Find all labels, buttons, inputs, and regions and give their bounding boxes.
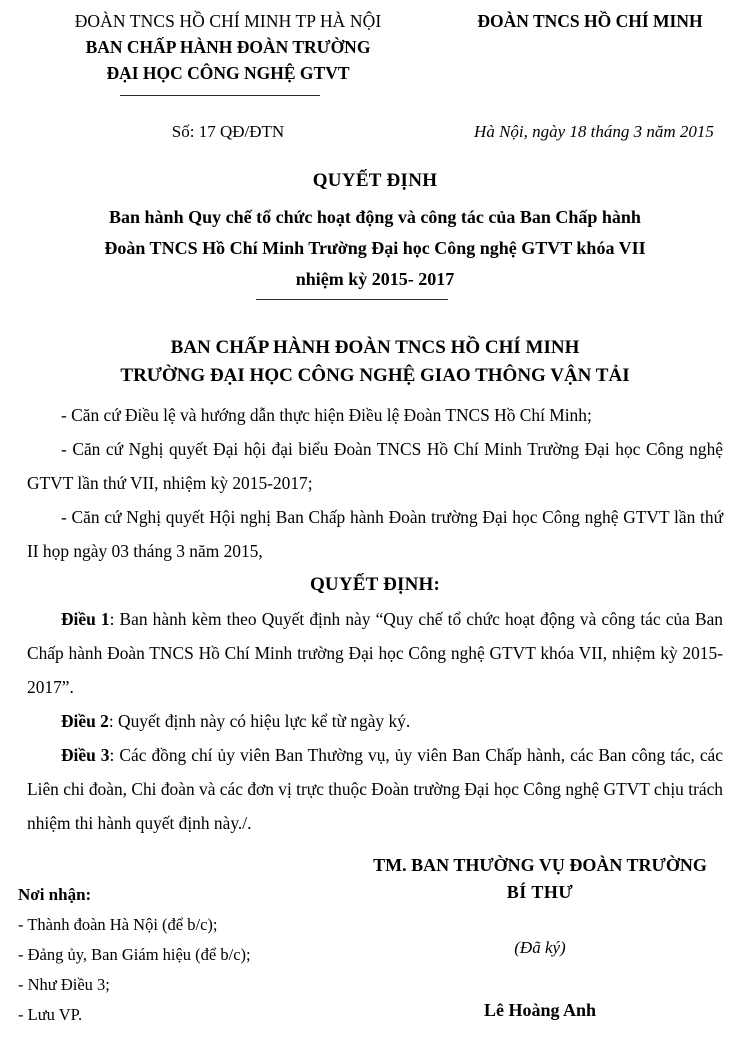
article-2: [27, 704, 723, 738]
page-title: QUYẾT ĐỊNH: [312, 170, 438, 191]
article-2-text: : Quyết định này có hiệu lực kể từ ngày ký.: [108, 711, 411, 731]
national-organization-line-1: ĐOÀN TNCS HỒ CHÍ MINH: [477, 11, 703, 31]
article-1-label: Điều 1: [61, 609, 110, 629]
document-number: Số: 17 QĐ/ĐTN: [171, 122, 285, 141]
article-3-text: : Các đồng chí ủy viên Ban Thường vụ, ủy viên Ban Chấp hành, các Ban công tác, các Liên chi đoàn, Chi đoàn và các đơn vị trực thuộc Đoàn trường Đại học Công nghệ GTVT chịu trách nhiệm thi hành quyết định này./.: [27, 745, 723, 833]
issuing-authority-line-3: ĐẠI HỌC CÔNG NGHỆ GTVT: [106, 63, 350, 83]
document-footer: [0, 852, 750, 1039]
organization-heading-line-1: BAN CHẤP HÀNH ĐOÀN TNCS HỒ CHÍ MINH: [170, 337, 580, 358]
document-subtitle-line-2: Đoàn TNCS Hồ Chí Minh Trường Đại học Công nghệ GTVT khóa VII: [104, 238, 646, 258]
recipients-block: [18, 880, 348, 1030]
article-1-text: : Ban hành kèm theo Quyết định này “Quy chế tổ chức hoạt động và công tác của Ban Chấp hành Đoàn TNCS Hồ Chí Minh trường Đại học Công nghệ GTVT khóa VII, nhiệm kỳ 2015- 2017”.: [27, 609, 723, 697]
legal-basis-3: - Căn cứ Nghị quyết Hội nghị Ban Chấp hành Đoàn trường Đại học Công nghệ GTVT lần thứ II họp ngày 03 tháng 3 năm 2015,: [27, 507, 723, 561]
organization-heading-line-2: TRƯỜNG ĐẠI HỌC CÔNG NGHỆ GIAO THÔNG VẬN TẢI: [120, 365, 630, 386]
signatory-name: Lê Hoàng Anh: [483, 1000, 597, 1020]
signed-note: (Đã ký): [514, 938, 566, 957]
decision-heading: QUYẾT ĐỊNH:: [309, 574, 441, 595]
signature-block: [330, 852, 750, 1022]
document-header: [0, 0, 750, 110]
legal-basis-1: - Căn cứ Điều lệ và hướng dẫn thực hiện Điều lệ Đoàn TNCS Hồ Chí Minh;: [61, 405, 592, 425]
place-and-date: Hà Nội, ngày 18 tháng 3 năm 2015: [474, 122, 714, 141]
document-body: [27, 398, 723, 840]
issuing-authority-line-2: BAN CHẤP HÀNH ĐOÀN TRƯỜNG: [85, 37, 371, 57]
document-subtitle-line-1: Ban hành Quy chế tổ chức hoạt động và công tác của Ban Chấp hành: [109, 207, 641, 227]
article-3-label: Điều 3: [61, 745, 110, 765]
document-meta-row: [0, 122, 750, 152]
title-divider-rule: [256, 299, 448, 300]
organization-heading: [0, 334, 750, 390]
national-organization-block: [440, 8, 740, 34]
header-divider-rule: [120, 95, 320, 96]
recipient-item: - Đảng ủy, Ban Giám hiệu (để b/c);: [18, 945, 251, 964]
recipient-item: - Lưu VP.: [18, 1005, 83, 1024]
article-1: [27, 602, 723, 704]
signatory-authority: TM. BAN THƯỜNG VỤ ĐOÀN TRƯỜNG: [373, 855, 707, 875]
document-subtitle-line-3: nhiệm kỳ 2015- 2017: [295, 269, 455, 289]
issuing-authority-block: [18, 8, 438, 86]
issuing-authority-line-1: ĐOÀN TNCS HỒ CHÍ MINH TP HÀ NỘI: [74, 11, 382, 31]
signatory-position: BÍ THƯ: [506, 882, 574, 902]
document-subtitle: [55, 202, 695, 295]
legal-basis-2: - Căn cứ Nghị quyết Đại hội đại biểu Đoàn TNCS Hồ Chí Minh Trường Đại học Công nghệ GTVT lần thứ VII, nhiệm kỳ 2015-2017;: [27, 439, 723, 493]
article-3: [27, 738, 723, 840]
recipient-item: - Thành đoàn Hà Nội (để b/c);: [18, 915, 218, 934]
recipients-title: Nơi nhận:: [18, 885, 92, 904]
recipient-item: - Như Điều 3;: [18, 975, 110, 994]
document-title-block: [0, 166, 750, 295]
article-2-label: Điều 2: [61, 711, 109, 731]
